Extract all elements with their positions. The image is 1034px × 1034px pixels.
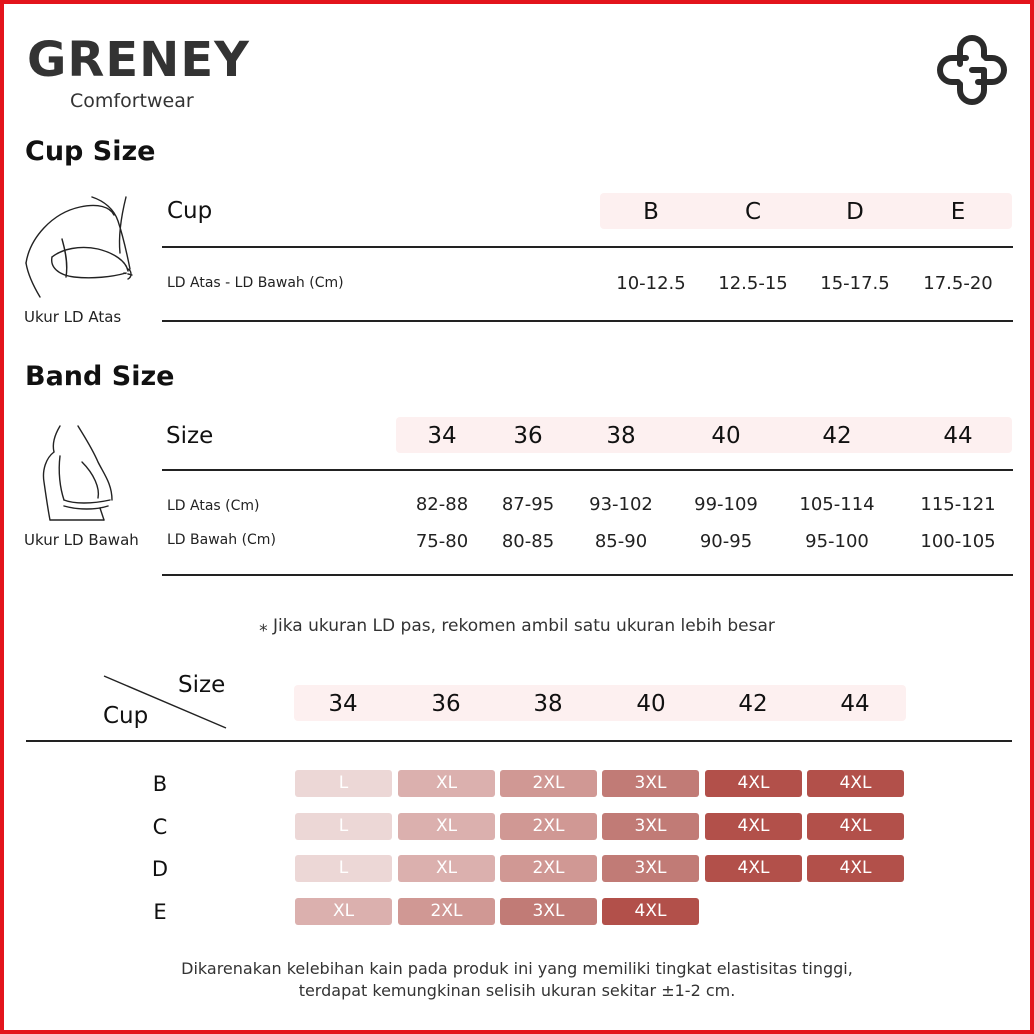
band-row-label-ld-bawah: LD Bawah (Cm) xyxy=(167,532,276,548)
matrix-row-cup-d: D xyxy=(151,857,169,881)
band-ld-atas-38: 93-102 xyxy=(589,494,653,515)
band-ld-bawah-44: 100-105 xyxy=(920,531,996,552)
size-pill: 3XL xyxy=(602,770,699,797)
band-ld-atas-34: 82-88 xyxy=(415,494,469,515)
cup-table-top-rule xyxy=(162,246,1013,248)
brand-name: GRENEY xyxy=(27,32,250,88)
band-ld-atas-42: 105-114 xyxy=(799,494,875,515)
size-pill: XL xyxy=(398,770,495,797)
cup-size-title: Cup Size xyxy=(25,136,156,167)
size-pill: L xyxy=(295,770,392,797)
band-table-bottom-rule xyxy=(162,574,1013,576)
footer-disclaimer-line1: Dikarenakan kelebihan kain pada produk ini yang memiliki tingkat elastisitas tinggi, xyxy=(181,959,853,978)
matrix-header-42: 42 xyxy=(738,691,768,717)
band-header-36: 36 xyxy=(513,423,543,449)
band-header-40: 40 xyxy=(711,423,741,449)
bust-measure-illustration xyxy=(22,193,134,301)
band-ld-bawah-38: 85-90 xyxy=(594,531,648,552)
cup-header-e: E xyxy=(950,199,966,225)
matrix-row-cup-b: B xyxy=(152,772,168,796)
band-ld-atas-40: 99-109 xyxy=(694,494,758,515)
band-header-34: 34 xyxy=(427,423,457,449)
size-pill: 2XL xyxy=(500,770,597,797)
band-ld-bawah-42: 95-100 xyxy=(805,531,869,552)
band-header-label: Size xyxy=(166,423,214,449)
band-header-38: 38 xyxy=(606,423,636,449)
size-pill: 4XL xyxy=(807,770,904,797)
cup-header-label: Cup xyxy=(167,198,213,224)
size-pill: XL xyxy=(295,898,392,925)
matrix-header-rule xyxy=(26,740,1012,742)
band-header-42: 42 xyxy=(822,423,852,449)
matrix-header-44: 44 xyxy=(840,691,870,717)
brand-logo-icon xyxy=(932,30,1012,110)
size-pill: 2XL xyxy=(398,898,495,925)
matrix-row-cup-e: E xyxy=(153,900,167,924)
matrix-header-40: 40 xyxy=(636,691,666,717)
band-ld-bawah-36: 80-85 xyxy=(501,531,555,552)
band-measure-caption: Ukur LD Bawah xyxy=(24,531,139,549)
size-pill: 4XL xyxy=(705,813,802,840)
band-table-top-rule xyxy=(162,469,1013,471)
matrix-header-34: 34 xyxy=(328,691,358,717)
cup-header-b: B xyxy=(643,199,659,225)
underbust-measure-illustration xyxy=(38,422,118,522)
matrix-corner-cup-label: Cup xyxy=(103,703,149,729)
matrix-header-38: 38 xyxy=(533,691,563,717)
cup-value-b: 10-12.5 xyxy=(616,273,686,294)
band-ld-bawah-34: 75-80 xyxy=(415,531,469,552)
size-pill: 4XL xyxy=(807,813,904,840)
size-pill: 4XL xyxy=(705,855,802,882)
matrix-header-band xyxy=(294,685,906,721)
footer-disclaimer-line2: terdapat kemungkinan selisih ukuran sekitar ±1-2 cm. xyxy=(298,981,736,1000)
size-pill: 3XL xyxy=(602,813,699,840)
band-size-title: Band Size xyxy=(25,361,175,392)
size-pill: 2XL xyxy=(500,855,597,882)
matrix-header-36: 36 xyxy=(431,691,461,717)
cup-header-c: C xyxy=(744,199,762,225)
cup-header-d: D xyxy=(846,199,864,225)
band-ld-atas-44: 115-121 xyxy=(920,494,996,515)
size-pill: L xyxy=(295,813,392,840)
cup-table-bottom-rule xyxy=(162,320,1013,322)
size-pill: XL xyxy=(398,813,495,840)
cup-value-c: 12.5-15 xyxy=(718,273,788,294)
size-pill: 4XL xyxy=(705,770,802,797)
size-pill: L xyxy=(295,855,392,882)
cup-measure-caption: Ukur LD Atas xyxy=(24,308,122,326)
cup-row-label: LD Atas - LD Bawah (Cm) xyxy=(167,275,344,291)
cup-value-d: 15-17.5 xyxy=(820,273,890,294)
size-pill: 3XL xyxy=(602,855,699,882)
band-row-label-ld-atas: LD Atas (Cm) xyxy=(167,498,260,514)
matrix-row-cup-c: C xyxy=(152,815,168,839)
band-ld-bawah-40: 90-95 xyxy=(699,531,753,552)
matrix-corner-size-label: Size xyxy=(178,672,226,698)
size-pill: 4XL xyxy=(602,898,699,925)
size-pill: XL xyxy=(398,855,495,882)
size-pill: 2XL xyxy=(500,813,597,840)
brand-subtitle: Comfortwear xyxy=(70,90,194,112)
band-ld-atas-36: 87-95 xyxy=(501,494,555,515)
size-recommendation-note: ⁎ Jika ukuran LD pas, rekomen ambil satu ukuran lebih besar xyxy=(259,616,775,636)
band-header-band xyxy=(396,417,1012,453)
size-pill: 3XL xyxy=(500,898,597,925)
cup-value-e: 17.5-20 xyxy=(923,273,993,294)
size-pill: 4XL xyxy=(807,855,904,882)
band-header-44: 44 xyxy=(943,423,973,449)
